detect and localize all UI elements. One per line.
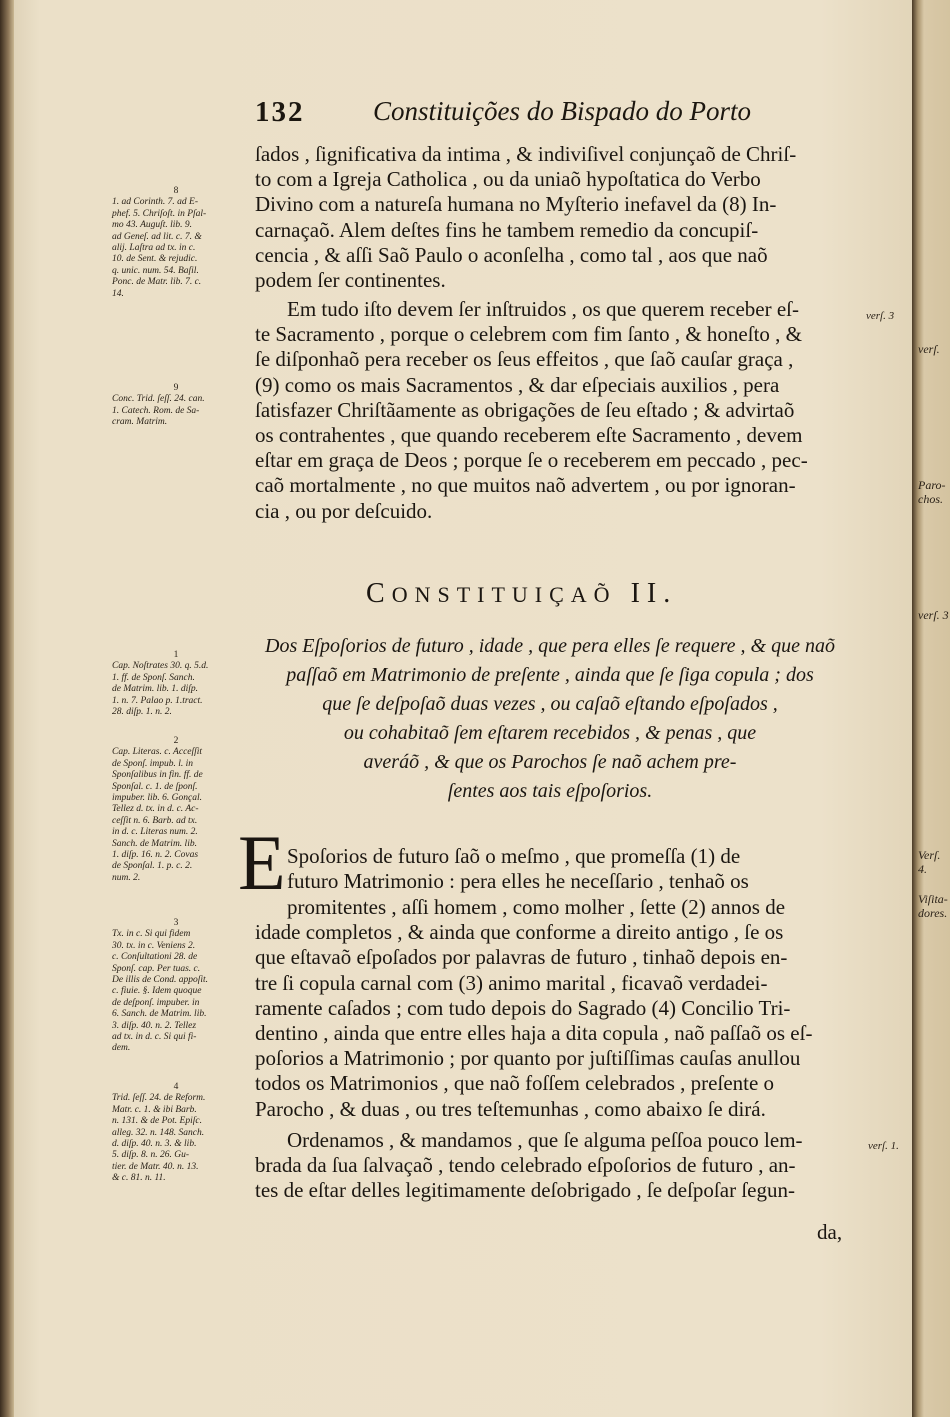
summary-line: que ſe deſpoſaõ duas vezes , ou caſaõ eſtando eſpoſados ,: [322, 693, 778, 715]
note-number: 8: [173, 186, 179, 196]
note-line: 5. diſp. 8. n. 26. Gu-: [112, 1150, 190, 1161]
text-line: Parocho , & duas , ou tres teſtemunhas , como abaixo ſe dirá.: [255, 1096, 766, 1121]
text-line: ramente caſados ; com tudo depois do Sagrado (4) Concilio Tri-: [255, 995, 791, 1020]
note-line: q. unic. num. 54. Baſil.: [112, 265, 199, 276]
note-line: tier. de Matr. 40. n. 13.: [112, 1161, 199, 1172]
note-line: in d. c. Literas num. 2.: [112, 827, 198, 838]
text-line: cia , ou por deſcuido.: [255, 498, 433, 523]
adjacent-page-edge: [912, 0, 950, 1417]
margin-note-9: [112, 383, 240, 429]
margin-ref: verſ. 3: [866, 310, 895, 322]
note-line: alleg. 32. n. 148. Sanch.: [112, 1127, 205, 1138]
note-line: c. fiuie. §. Idem quoque: [112, 986, 202, 997]
note-line: phef. 5. Chriſoſt. in Pſal-: [112, 208, 207, 219]
text-line: eſtar em graça de Deos ; porque ſe o receberem em peccado , pec-: [255, 448, 808, 473]
heading-numeral: II.: [630, 578, 678, 609]
note-line: Ponc. de Matr. lib. 7. c.: [112, 277, 202, 288]
note-line: Matr. c. 1. & ibi Barb.: [112, 1104, 197, 1115]
note-line: & c. 81. n. 11.: [112, 1173, 166, 1184]
note-line: Sponſ. cap. Per tuas. c.: [112, 963, 201, 974]
text-line: poſorios a Matrimonio ; por quanto por juſtiſſimas cauſas anullou: [255, 1046, 801, 1071]
note-number: 2: [173, 736, 179, 746]
text-line: dentino , ainda que entre elles haja a dita copula , naõ paſſaõ os eſ-: [255, 1021, 813, 1046]
note-line: Cap. Noſtrates 30. q. 5.d.: [112, 661, 209, 672]
note-line: num. 2.: [112, 872, 141, 883]
text-line: (9) como os mais Sacramentos , & dar eſpeciais auxilios , pera: [255, 372, 780, 397]
text-line: Ordenamos , & mandamos , que ſe alguma peſſoa pouco lem-: [287, 1128, 803, 1152]
note-line: alij. Laſtra ad tx. in c.: [112, 243, 196, 254]
summary-line: paſſaõ em Matrimonio de preſente , ainda que ſe ſiga copula ; dos: [286, 664, 814, 686]
note-line: 1. ff. de Sponſ. Sanch.: [112, 672, 195, 683]
text-line: Divino com a natureſa humana no Myſterio inefavel da (8) In-: [255, 192, 777, 217]
note-line: dem.: [112, 1043, 131, 1054]
note-line: 1. diſp. 16. n. 2. Covas: [112, 850, 199, 861]
text-line: tre ſi copula carnal com (3) animo marital , ficavaõ verdadei-: [255, 970, 768, 995]
note-line: de Sponſ. impub. l. in: [112, 758, 194, 769]
summary-line: Dos Eſpoſorios de futuro , idade , que pera elles ſe requere , & que naõ: [265, 635, 835, 657]
note-line: de Sponſal. 1. p. c. 2.: [112, 861, 193, 872]
note-line: Sponſalibus in fin. ff. de: [112, 770, 203, 781]
drop-cap: E: [238, 819, 286, 906]
margin-note-8: [112, 186, 240, 300]
note-line: 30. tx. in c. Veniens 2.: [112, 940, 196, 951]
text-line: ſados , ſignificativa da intima , & indiviſivel conjunçaõ de Chriſ-: [255, 142, 797, 166]
text-line: caõ mortalmente , no que muitos naõ advertem , ou por ignoran-: [255, 473, 796, 498]
margin-ref: verſ. 1.: [868, 1140, 899, 1152]
note-line: 14.: [112, 288, 124, 299]
heading-word: ONSTITUIÇAÕ: [391, 582, 617, 607]
text-line: promitentes , aſſi homem , como molher , ſette (2) annos de: [287, 895, 786, 919]
note-number: 3: [173, 918, 179, 928]
adjacent-note: Paro-: [918, 478, 946, 492]
margin-note-2: [112, 736, 240, 884]
text-line: Spoſorios de futuro ſaõ o meſmo , que promeſſa (1) de: [287, 844, 741, 868]
adjacent-note: Viſita-: [918, 892, 948, 906]
note-line: cram. Matrim.: [112, 417, 168, 428]
text-line: brada da ſua ſalvaçaõ , tendo celebrado eſpoſorios de futuro , an-: [255, 1153, 796, 1178]
summary-line: averáõ , & que os Parochos ſe naõ achem pre-: [363, 751, 737, 773]
adjacent-note: verſ.: [918, 342, 940, 356]
note-line: Trid. ſeſſ. 24. de Reform.: [112, 1093, 206, 1104]
page-header: [255, 96, 855, 136]
note-number: 1: [173, 650, 179, 660]
note-line: De illis de Cond. appoſit.: [112, 975, 209, 986]
paragraph-3-head: [287, 844, 857, 894]
note-line: 1. Catech. Rom. de Sa-: [112, 405, 200, 416]
text-line: tes de eſtar delles legitimamente deſobrigado , ſe deſpoſar ſegun-: [255, 1178, 795, 1203]
text-line: podem ſer continentes.: [255, 268, 446, 293]
constitution-heading: [366, 578, 677, 610]
note-line: de Matrim. lib. 1. diſp.: [112, 684, 199, 695]
summary-line: ſentes aos tais eſpoſorios.: [447, 780, 653, 802]
note-line: de deſponſ. impuber. in: [112, 997, 200, 1008]
paragraph-1: [255, 142, 865, 293]
note-line: 28. diſp. 1. n. 2.: [112, 707, 172, 718]
note-line: c. Conſultationi 28. de: [112, 952, 198, 963]
text-line: ſatisfazer Chriſtãamente as obrigações de ſeu eſtado ; & advirtaõ: [255, 397, 795, 422]
note-line: ad Geneſ. ad lit. c. 7. &: [112, 231, 202, 242]
text-line: que eſtavaõ eſpoſados por palavras de futuro , tinhaõ depois en-: [255, 945, 788, 970]
text-line: to com a Igreja Catholica , ou da uniaõ hypoſtatica do Verbo: [255, 167, 761, 192]
note-line: mo 43. Auguſt. lib. 9.: [112, 220, 193, 231]
running-title: Constituições do Bispado do Porto: [373, 96, 751, 126]
text-line: ſe diſponhaõ pera receber os ſeus effeitos , que ſaõ cauſar graça ,: [255, 347, 794, 372]
paragraph-3: [255, 895, 865, 1122]
note-number: 4: [173, 1082, 179, 1092]
note-line: 1. n. 7. Palao p. 1.tract.: [112, 695, 203, 706]
note-line: d. diſp. 40. n. 3. & lib.: [112, 1139, 197, 1150]
note-line: ceſſit n. 6. Barb. ad tx.: [112, 815, 198, 826]
adjacent-note: dores.: [918, 906, 948, 920]
note-line: Sponſal. c. 1. de ſponſ.: [112, 781, 198, 792]
note-line: Sanch. de Matrim. lib.: [112, 838, 197, 849]
note-line: Tx. in c. Si qui fidem: [112, 929, 191, 940]
summary-line: ou cohabitaõ ſem eſtarem recebidos , & penas , que: [343, 722, 757, 744]
note-line: 10. de Sent. & rejudic.: [112, 254, 198, 265]
text-line: futuro Matrimonio : pera elles he neceſſario , tenhaõ os: [287, 869, 749, 894]
note-line: 3. diſp. 40. n. 2. Tellez: [112, 1020, 197, 1031]
text-line: cencia , & aſſi Saõ Paulo o aconſelha , como tal , aos que naõ: [255, 242, 768, 267]
note-line: Tellez d. tx. in d. c. Ac-: [112, 804, 199, 815]
adjacent-note: chos.: [918, 492, 943, 506]
note-line: impuber. lib. 6. Gonçal.: [112, 793, 202, 804]
page-gutter-edge: [0, 0, 14, 1417]
note-number: 9: [173, 383, 179, 393]
heading-initial: C: [366, 578, 392, 609]
note-line: ad tx. in d. c. Si qui fi-: [112, 1032, 197, 1043]
paragraph-2: [255, 297, 865, 524]
note-line: n. 131. & de Pot. Epiſc.: [112, 1116, 202, 1127]
margin-note-3: [112, 918, 240, 1055]
text-line: te Sacramento , porque o celebrem com fim ſanto , & honeſto , &: [255, 322, 803, 347]
text-line: carnaçaõ. Alem deſtes fins he tambem remedio da concupiſ-: [255, 217, 759, 242]
text-line: os contrahentes , que quando receberem eſte Sacramento , devem: [255, 423, 803, 448]
adjacent-note: verſ. 3: [918, 608, 949, 622]
text-line: todos os Matrimonios , que naõ foſſem celebrados , preſente o: [255, 1071, 775, 1096]
margin-note-1: [112, 650, 240, 718]
margin-note-4: [112, 1082, 240, 1185]
paragraph-4: [255, 1128, 865, 1204]
note-line: Cap. Literas. c. Acceſſit: [112, 747, 203, 758]
note-line: 1. ad Corinth. 7. ad E-: [112, 197, 199, 208]
adjacent-note: Verſ. 4.: [918, 848, 941, 876]
chapter-summary: [225, 632, 875, 806]
note-line: Conc. Trid. ſeſſ. 24. can.: [112, 394, 205, 405]
text-line: Em tudo iſto devem ſer inſtruidos , os que querem receber eſ-: [287, 297, 800, 321]
note-line: 6. Sanch. de Matrim. lib.: [112, 1009, 207, 1020]
text-line: idade completos , & ainda que conforme a direito antigo , ſe os: [255, 920, 784, 945]
catchword: da,: [817, 1220, 843, 1244]
page-number: 132: [255, 96, 305, 128]
